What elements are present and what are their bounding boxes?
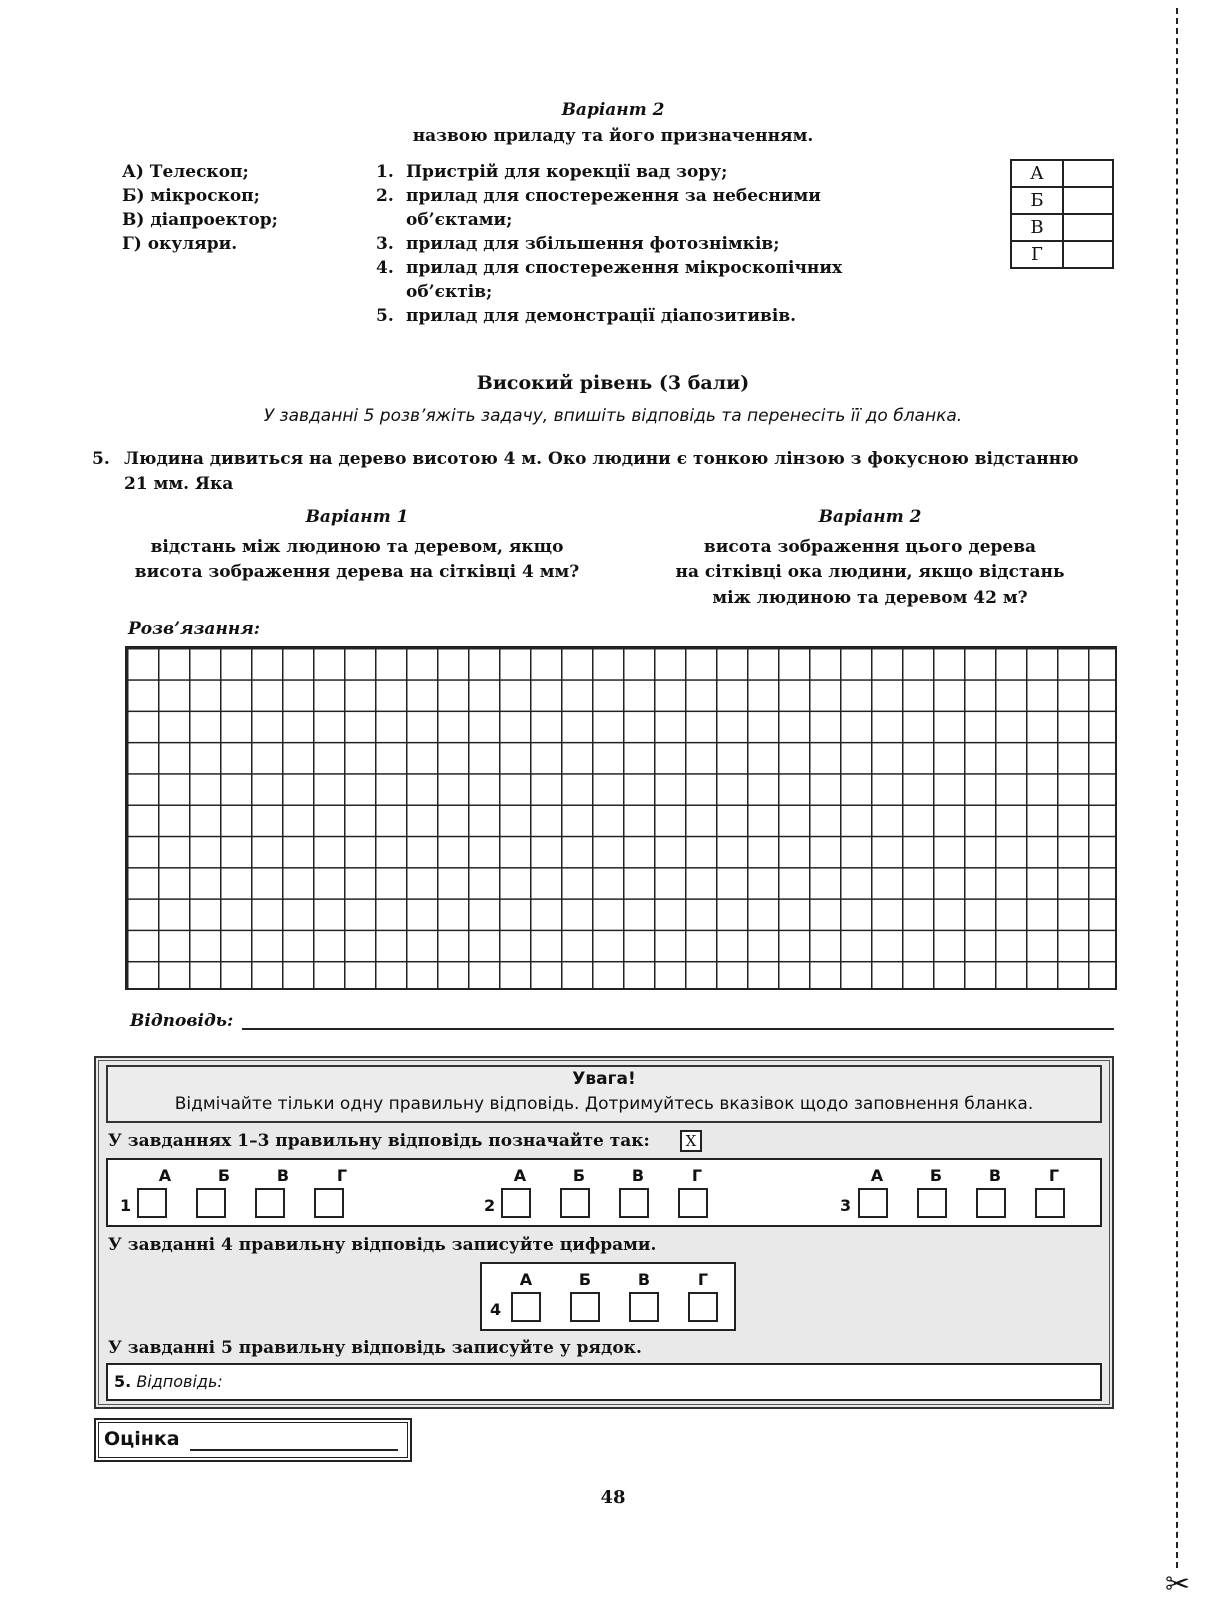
task1-letters: [150, 1166, 357, 1185]
option-letter: А: [519, 1270, 533, 1289]
answer5-field[interactable]: [106, 1363, 1102, 1401]
task4-letters: [511, 1270, 718, 1289]
instruction-1-3: У завданнях 1–3 правильну відповідь позначайте так:: [108, 1131, 650, 1151]
grade-label: Оцінка: [104, 1428, 180, 1450]
instruction-4: У завданні 4 правильну відповідь записуйте цифрами.: [108, 1235, 657, 1255]
task4-input-g[interactable]: [688, 1292, 718, 1322]
task1-number: 1: [120, 1196, 132, 1215]
task3-checkbox-b[interactable]: [917, 1188, 947, 1218]
task3-options: [858, 1188, 1065, 1218]
task1-checkbox-v[interactable]: [255, 1188, 285, 1218]
device-item: Г) окуляри.: [122, 234, 238, 254]
answer5-label: 5. Відповідь:: [114, 1372, 223, 1391]
purpose-item: 3. прилад для збільшення фотознімків;: [376, 234, 780, 254]
task4-number: 4: [490, 1300, 502, 1319]
task5-variant1-line1: відстань між людиною та деревом, якщо: [150, 537, 564, 557]
task3-number: 3: [840, 1196, 852, 1215]
option-letter: А: [513, 1166, 527, 1185]
option-letter: Г: [336, 1166, 348, 1185]
task5-number: 5.: [92, 449, 110, 469]
task4-input-b[interactable]: [570, 1292, 600, 1322]
task2-options: [501, 1188, 708, 1218]
answer-table-letter: А: [1011, 160, 1063, 187]
task1-checkbox-a[interactable]: [137, 1188, 167, 1218]
device-item: А) Телескоп;: [122, 162, 249, 182]
option-letter: Б: [929, 1166, 943, 1185]
task2-checkbox-g[interactable]: [678, 1188, 708, 1218]
solution-label: Розв’язання:: [128, 619, 261, 639]
answer-table-cell[interactable]: [1063, 241, 1113, 268]
level-instruction: У завданні 5 розв’яжіть задачу, впишіть відповідь та перенесіть її до бланка.: [263, 406, 963, 426]
answer-table-letter: Г: [1011, 241, 1063, 268]
option-letter: Б: [217, 1166, 231, 1185]
option-letter: В: [276, 1166, 290, 1185]
option-letter: А: [870, 1166, 884, 1185]
scissors-icon: ✂: [1165, 1567, 1191, 1602]
purpose-item: 4. прилад для спостереження мікроскопічних: [376, 258, 843, 278]
task2-checkbox-v[interactable]: [619, 1188, 649, 1218]
task4-input-v[interactable]: [629, 1292, 659, 1322]
task3-checkbox-v[interactable]: [976, 1188, 1006, 1218]
task5-variant2-line1: висота зображення цього дерева: [703, 537, 1037, 557]
grade-input-line[interactable]: [190, 1449, 398, 1451]
answer-table-cell[interactable]: [1063, 214, 1113, 241]
device-item: В) діапроектор;: [122, 210, 278, 230]
devices-list: [122, 160, 278, 256]
option-letter: Г: [691, 1166, 703, 1185]
option-letter: Г: [697, 1270, 709, 1289]
answer-table-cell[interactable]: [1063, 187, 1113, 214]
option-letter: В: [637, 1270, 651, 1289]
answer-line[interactable]: [242, 1028, 1114, 1030]
task1-options: [137, 1188, 344, 1218]
task5-variant1-line2: висота зображення дерева на сітківці 4 мм?: [134, 562, 580, 582]
variant2-instruction: назвою приладу та його призначенням.: [412, 126, 814, 146]
task5-variant2-line3: між людиною та деревом 42 м?: [712, 588, 1028, 608]
task1-checkbox-b[interactable]: [196, 1188, 226, 1218]
purpose-item: 5. прилад для демонстрації діапозитивів.: [376, 306, 797, 326]
task4-options: [511, 1292, 718, 1322]
answer-table-letter: Б: [1011, 187, 1063, 214]
task3-letters: [862, 1166, 1069, 1185]
task5-text-line1: Людина дивиться на дерево висотою 4 м. Око людини є тонкою лінзою з фокусною відстанню: [124, 449, 1079, 469]
task1-checkbox-g[interactable]: [314, 1188, 344, 1218]
option-letter: А: [158, 1166, 172, 1185]
answer-table: [1010, 159, 1114, 269]
task2-checkbox-b[interactable]: [560, 1188, 590, 1218]
attention-text: Відмічайте тільки одну правильну відповідь. Дотримуйтесь вказівок щодо заповнення бланка.: [174, 1094, 1034, 1114]
option-letter: В: [988, 1166, 1002, 1185]
solution-grid[interactable]: [125, 646, 1117, 990]
task2-number: 2: [484, 1196, 496, 1215]
task4-input-a[interactable]: [511, 1292, 541, 1322]
purposes-list: 1. Пристрій для корекції вад зору; 2. прилад для спостереження за небесними об’єктами; 3. прилад для збільшення фотознімків; 4. прилад для спостереження мікроскопічних об’єктів; 5. прилад для демонстрації діапозитивів.: [376, 162, 843, 326]
task5-variant2-heading: Варіант 2: [818, 507, 922, 527]
task5-variant2-line2: на сітківці ока людини, якщо відстань: [675, 562, 1065, 582]
option-letter: Г: [1048, 1166, 1060, 1185]
option-letter: Б: [572, 1166, 586, 1185]
task5-text-line2: 21 мм. Яка: [124, 474, 234, 494]
device-item: Б) мікроскоп;: [122, 186, 260, 206]
option-letter: В: [631, 1166, 645, 1185]
level-heading: Високий рівень (3 бали): [476, 372, 750, 394]
answer-table-letter: В: [1011, 214, 1063, 241]
task5-variant1-heading: Варіант 1: [305, 507, 409, 527]
answer-table-cell[interactable]: [1063, 160, 1113, 187]
purpose-item: 2. прилад для спостереження за небесними: [376, 186, 821, 206]
attention-title: Увага!: [572, 1069, 636, 1089]
task3-checkbox-g[interactable]: [1035, 1188, 1065, 1218]
task2-letters: [505, 1166, 712, 1185]
task3-checkbox-a[interactable]: [858, 1188, 888, 1218]
answer-label: Відповідь:: [130, 1011, 234, 1031]
purpose-item: 1. Пристрій для корекції вад зору;: [376, 162, 728, 182]
option-letter: Б: [578, 1270, 592, 1289]
variant2-heading: Варіант 2: [561, 100, 665, 120]
instruction-5: У завданні 5 правильну відповідь записуйте у рядок.: [108, 1338, 642, 1358]
mark-example: X: [680, 1130, 702, 1152]
task2-checkbox-a[interactable]: [501, 1188, 531, 1218]
cut-line: [1176, 8, 1178, 1568]
page-number: 48: [600, 1487, 626, 1508]
